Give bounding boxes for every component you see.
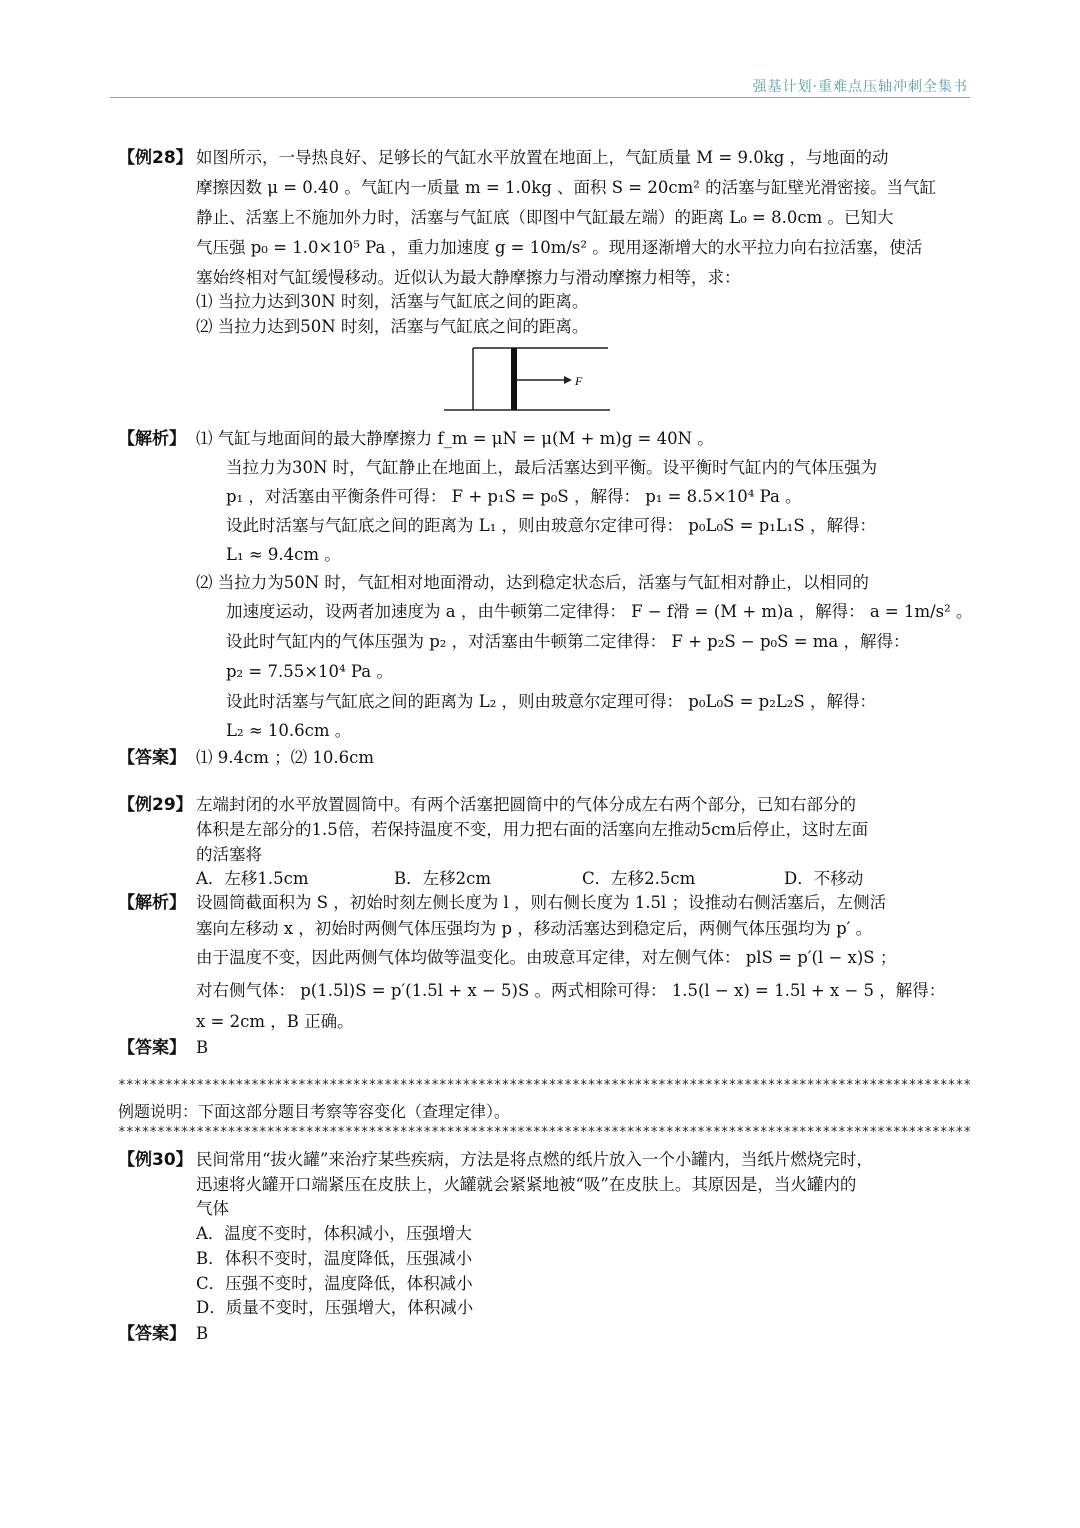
ex30-q-line: 迅速将火罐开口端紧压在皮肤上，火罐就会紧紧地被“吸”在皮肤上。其原因是，当火罐内的 xyxy=(196,1175,857,1194)
ex29-option-d: D．不移动 xyxy=(784,869,864,888)
ex29-sol-line: 塞向左移动 x ，初始时两侧气体压强均为 p ，移动活塞达到稳定后，两侧气体压强均为 p′ 。 xyxy=(196,919,873,938)
ex29-sol-line: 设圆筒截面积为 S ，初始时刻左侧长度为 l ，则右侧长度为 1.5l ；设推动右侧活塞后，左侧活 xyxy=(196,893,887,912)
ex28-sol-line: ⑵ 当拉力为50N 时，气缸相对地面滑动，达到稳定状态后，活塞与气缸相对静止，以相同的 xyxy=(196,573,869,592)
ex29-q-line: 的活塞将 xyxy=(196,845,262,864)
ex28-sol-line: p₂ = 7.55×10⁴ Pa 。 xyxy=(226,662,393,681)
ex28-q-line: 静止、活塞上不施加外力时，活塞与气缸底（即图中气缸最左端）的距离 L₀ = 8.0cm 。已知大 xyxy=(196,208,894,227)
ex30-option-d: D．质量不变时，压强增大，体积减小 xyxy=(196,1298,474,1317)
ex30-q-line: 气体 xyxy=(196,1199,229,1218)
ex29-sol-line: 对右侧气体： p(1.5l)S = p′(1.5l + x − 5)S 。两式相除可得： 1.5(l − x) = 1.5l + x − 5 ，解得： xyxy=(196,981,946,1000)
ex28-sol-line: 加速度运动，设两者加速度为 a ，由牛顿第二定律得： F − f滑 = (M + m)a ，解得： a = 1m/s² 。 xyxy=(226,602,973,621)
ex30-option-a: A．温度不变时，体积减小，压强增大 xyxy=(196,1224,472,1243)
ex30-ans-label: 【答案】 xyxy=(118,1324,186,1344)
header-rule xyxy=(110,97,970,98)
ex28-sol-label: 【解析】 xyxy=(118,429,186,449)
ex28-q-line: 摩擦因数 μ = 0.40 。气缸内一质量 m = 1.0kg 、面积 S = 20cm² 的活塞与缸壁光滑密接。当气缸 xyxy=(196,178,937,197)
ex29-option-a: A．左移1.5cm xyxy=(196,869,309,888)
ex28-q-line: 塞始终相对气缸缓慢移动。近似认为最大静摩擦力与滑动摩擦力相等，求： xyxy=(196,268,741,287)
ex28-label: 【例28】 xyxy=(118,148,193,168)
ex28-sol-line: 设此时活塞与气缸底之间的距离为 L₁ ，则由玻意尔定律可得： p₀L₀S = p₁L₁S ，解得： xyxy=(226,516,876,535)
ex28-sol-line: 设此时活塞与气缸底之间的距离为 L₂ ，则由玻意尔定理可得： p₀L₀S = p₂L₂S ，解得： xyxy=(226,692,876,711)
ex28-sol-line: L₂ ≈ 10.6cm 。 xyxy=(226,721,352,740)
ex28-sol-line: p₁ ，对活塞由平衡条件可得： F + p₁S = p₀S ，解得： p₁ = 8.5×10⁴ Pa 。 xyxy=(226,487,802,506)
ex29-sol-line: 由于温度不变，因此两侧气体均做等温变化。由玻意耳定律，对左侧气体： plS = p′(l − x)S ； xyxy=(196,948,897,967)
ex28-sol-line: 当拉力为30N 时，气缸静止在地面上，最后活塞达到平衡。设平衡时气缸内的气体压强为 xyxy=(226,458,878,477)
ex30-option-b: B．体积不变时，温度降低，压强减小 xyxy=(196,1249,473,1268)
ex28-q-line: 如图所示，一导热良好、足够长的气缸水平放置在地面上，气缸质量 M = 9.0kg ，与地面的动 xyxy=(196,148,889,167)
ex29-sol-label: 【解析】 xyxy=(118,893,186,913)
ex29-label: 【例29】 xyxy=(118,795,193,815)
cylinder-piston-diagram xyxy=(440,342,615,414)
ex29-option-c: C．左移2.5cm xyxy=(582,869,696,888)
ex28-sub-q: ⑵ 当拉力达到50N 时刻，活塞与气缸底之间的距离。 xyxy=(196,317,589,336)
running-header: 强基计划·重难点压轴冲刺全集书 xyxy=(752,79,968,95)
ex30-option-c: C．压强不变时，温度降低，体积减小 xyxy=(196,1274,473,1293)
ex28-q-line: 气压强 p₀ = 1.0×10⁵ Pa ，重力加速度 g = 10m/s² 。现用逐渐增大的水平拉力向右拉活塞，使活 xyxy=(196,238,923,257)
ex28-answer: ⑴ 9.4cm ；⑵ 10.6cm xyxy=(196,748,374,767)
ex29-option-b: B．左移2cm xyxy=(394,869,492,888)
ex28-sol-line: ⑴ 气缸与地面间的最大静摩擦力 f_m = μN = μ(M + m)g = 40N 。 xyxy=(196,429,714,448)
star-divider-top: ************************************************************************************************************* xyxy=(118,1078,972,1093)
ex29-q-line: 体积是左部分的1.5倍，若保持温度不变，用力把右面的活塞向左推动5cm后停止，这时左面 xyxy=(196,820,869,839)
ex28-sol-line: 设此时气缸内的气体压强为 p₂ ，对活塞由牛顿第二定律得： F + p₂S − p₀S = ma ，解得： xyxy=(226,632,910,651)
star-divider-bottom: ************************************************************************************************************* xyxy=(118,1125,972,1140)
ex30-q-line: 民间常用“拔火罐”来治疗某些疾病，方法是将点燃的纸片放入一个小罐内，当纸片燃烧完时， xyxy=(196,1150,873,1169)
ex30-label: 【例30】 xyxy=(118,1150,193,1170)
ex28-sub-q: ⑴ 当拉力达到30N 时刻，活塞与气缸底之间的距离。 xyxy=(196,292,589,311)
ex28-ans-label: 【答案】 xyxy=(118,748,186,768)
ex29-answer: B xyxy=(196,1038,209,1057)
ex29-q-line: 左端封闭的水平放置圆筒中。有两个活塞把圆筒中的气体分成左右两个部分，已知右部分的 xyxy=(196,795,856,814)
force-label: F xyxy=(575,374,583,388)
ex29-sol-line: x = 2cm ，B 正确。 xyxy=(196,1012,354,1031)
ex28-sol-line: L₁ ≈ 9.4cm 。 xyxy=(226,545,341,564)
ex30-answer: B xyxy=(196,1324,209,1343)
section-note: 例题说明：下面这部分题目考察等容变化（查理定律）。 xyxy=(118,1102,511,1121)
ex29-ans-label: 【答案】 xyxy=(118,1038,186,1058)
